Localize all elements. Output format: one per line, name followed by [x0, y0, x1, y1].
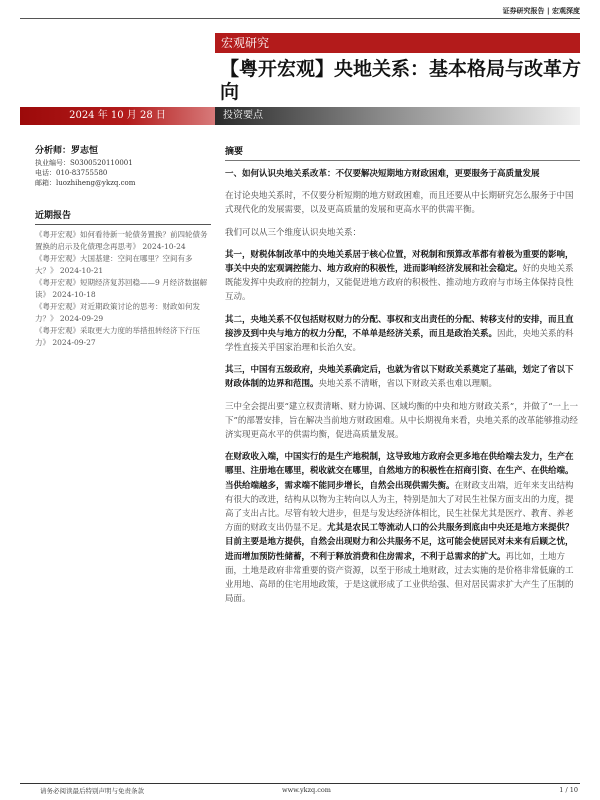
recent-report-date: 2024-10-21 — [59, 265, 104, 275]
recent-report-date: 2024-10-24 — [142, 241, 186, 251]
recent-report-item[interactable] — [35, 253, 211, 276]
recent-report-date: 2024-09-27 — [52, 337, 96, 347]
abstract-paragraph-fiscal — [225, 450, 580, 606]
body-text: 再比如，土地方面，土地是政府非常重要的资产资源，以至于形成土地财政，过去实施的是价格非常低廉的工业用地、高昂的住宅用地政策，于是这就形成了工业供给强、但对居民需求扩大产生了压制的局面。 — [225, 551, 574, 605]
recent-report-title[interactable]: 《粤开宏观》如何看待新一轮债务置换？前四轮债务置换的启示及化债理念再思考》 — [35, 230, 208, 251]
abstract-question-1: 一、如何认识央地关系改革：不仅要解决短期地方财政困难，更要服务于高质量发展 — [225, 169, 540, 179]
recent-report-item[interactable] — [35, 229, 211, 252]
analyst-cert: 执业编号：S0300520110001 — [35, 159, 133, 167]
emphasis-text: 在财政收入端，中国实行的是生产地税制，这导致地方政府会更多地在供给端去发力，生产在哪里、注册地在哪里，税收就交在哪里，自然地方的积极性在招商引资、在生产、在供给端。当供给端越多，需求端不能同步增长，自然会出现供需失衡。 — [225, 452, 574, 491]
emphasis-text: 其二，央地关系不仅包括财权财力的分配、事权和支出责任的分配、转移支付的安排，而且直接涉及到中央与地方的权力分配，不单单是经济关系，而且是政治关系。 — [225, 314, 574, 339]
body-text: 因此，央地关系的科学性直接关乎国家治理和长治久安。 — [225, 328, 574, 354]
footer-page-number: 1 / 10 — [559, 786, 578, 794]
abstract-point-2 — [225, 313, 580, 356]
abstract-heading: 摘要 — [225, 144, 580, 161]
abstract-point-3 — [225, 363, 580, 391]
category-banner: 宏观研究 — [215, 33, 580, 53]
recent-report-title[interactable]: 《粤开宏观》大国基建：空间在哪里？空间有多大？》 — [35, 254, 193, 275]
analyst-email: 邮箱：luozhiheng@ykzq.com — [35, 179, 136, 187]
report-date: 2024 年 10 月 28 日 — [20, 107, 215, 125]
recent-report-date: 2024-10-18 — [52, 289, 96, 299]
analyst-info — [35, 146, 210, 188]
body-text: 央地关系不清晰，省以下财政关系也难以理顺。 — [318, 379, 498, 390]
abstract-paragraph: 我们可以从三个维度认识央地关系： — [225, 227, 362, 238]
recent-report-title[interactable]: 《粤开宏观》采取更大力度的举措扭转经济下行压力》 — [35, 326, 200, 347]
emphasis-text: 尤其是农民工等流动人口的公共服务到底由中央还是地方来提供？目前主要是地方提供，自然会出现财力和公共服务不足，这可能会使居民对未来有后顾之忧，进而增加预防性储蓄，不利于释放消费和住房需求，不利于总需求的扩大。 — [225, 523, 574, 562]
footer-disclaimer: 请务必阅读最后特别声明与免责条款 — [40, 787, 144, 795]
emphasis-text: 其三，中国有五级政府，央地关系确定后，也就为省以下财政关系奠定了基础，划定了省以下财政体制的边界和范围。 — [225, 365, 574, 390]
abstract-section — [225, 144, 580, 614]
body-text: 好的央地关系既能发挥中央政府的控制力，又能促进地方政府的积极性、推动地方政府与市场主体保持良性互动。 — [225, 264, 574, 303]
recent-report-title[interactable]: 《粤开宏观》短期经济复苏回稳——9 月经济数据解读》 — [35, 278, 208, 299]
recent-report-item[interactable] — [35, 301, 211, 324]
footer-divider — [20, 783, 580, 784]
analyst-phone: 电话：010-83755580 — [35, 169, 108, 177]
recent-report-date: 2024-09-29 — [59, 313, 104, 323]
header-divider — [20, 18, 580, 19]
body-text: 在财政支出端，近年来支出结构有很大的改进，结构从以物为主转向以人为主，特别是加大了对民生社保方面支出的力度，提高了支出占比。尽管有较大进步，但是与发达经济体相比，民生社保尤其是医疗、教育、养老方面的财政支出仍显不足。 — [225, 480, 574, 534]
abstract-point-1 — [225, 248, 580, 305]
recent-report-title[interactable]: 《粤开宏观》对近期政策讨论的思考：财政如何发力？》 — [35, 302, 200, 323]
recent-report-item[interactable] — [35, 325, 211, 348]
footer-website[interactable]: www.ykzq.com — [282, 786, 331, 794]
recent-reports-heading: 近期报告 — [35, 208, 211, 225]
analyst-name: 分析师：罗志恒 — [35, 146, 99, 156]
invest-section-bar: 投资要点 — [215, 107, 580, 125]
recent-report-item[interactable] — [35, 277, 211, 300]
header-brand: 证券研究报告 | 宏观深度 — [502, 7, 580, 15]
emphasis-text: 其一，财税体制改革中的央地关系居于核心位置，对税制和预算改革都有着极为重要的影响，事关中央的宏观调控能力、地方政府的积极性，进而影响经济发展和社会稳定。 — [225, 249, 574, 275]
abstract-paragraph: 三中全会提出要“建立权责清晰、财力协调、区域均衡的中央和地方财政关系”，并做了“一上一下”的部署安排，旨在解决当前地方财政困难。从中长期视角来看，央地关系的改革能够推动经济实现更高水平的供需均衡，促进高质量发展。 — [225, 401, 579, 441]
recent-reports — [35, 208, 211, 349]
abstract-paragraph: 在讨论央地关系时，不仅要分析短期的地方财政困难，而且还要从中长期研究怎么服务于中国式现代化的发展需要，以及更高质量的发展和更高水平的供需平衡。 — [225, 191, 574, 216]
report-title: 【粤开宏观】央地关系：基本格局与改革方向 — [220, 58, 582, 103]
